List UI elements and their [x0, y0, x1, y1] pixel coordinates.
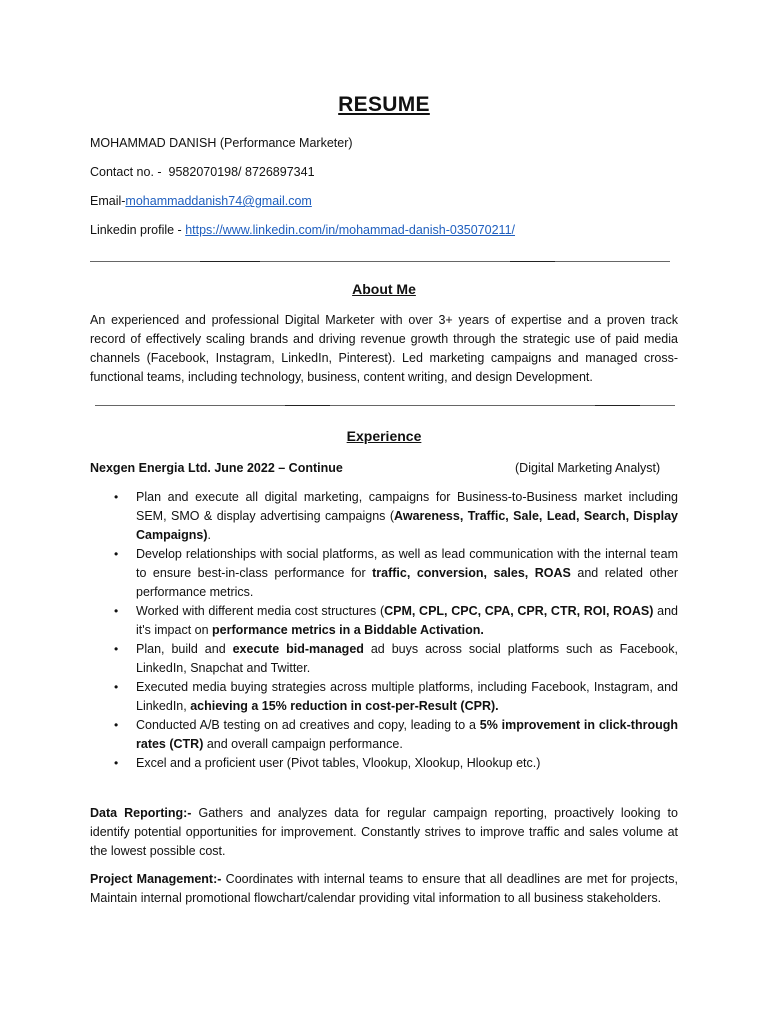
job-header: [90, 459, 678, 477]
bullet-icon: •: [114, 756, 119, 770]
bullet-icon: •: [114, 490, 119, 504]
list-item: [110, 716, 678, 754]
bullet-icon: •: [114, 718, 119, 732]
bullet-bold-text: achieving a 15% reduction in cost-per-Result (CPR).: [190, 699, 499, 713]
data-reporting-label: Data Reporting:-: [90, 806, 192, 820]
data-reporting-text: Gathers and analyzes data for regular campaign reporting, proactively looking to identify potential opportunities for improvement. Constantly strives to improve traffic and sales volume at the lowest possible cost.: [90, 806, 678, 858]
list-item: [110, 602, 678, 640]
linkedin-link[interactable]: https://www.linkedin.com/in/mohammad-danish-035070211/: [185, 223, 516, 237]
bullet-bold-text: 5% improvement in click-through rates (CTR): [136, 718, 678, 751]
project-management-text: Coordinates with internal teams to ensure that all deadlines are met for projects, Maintain internal promotional flowchart/calendar providing vital information to all business stakeholders.: [90, 872, 678, 905]
phone-value: 9582070198/ 8726897341: [168, 165, 315, 179]
bullet-text: Develop relationships with social platforms, as well as lead communication with the internal team to ensure best-in-class performance for: [136, 547, 678, 580]
bullet-text: Worked with different media cost structures (: [136, 604, 385, 618]
list-item: [110, 545, 678, 602]
bullet-icon: •: [114, 642, 119, 656]
divider-accent: [595, 405, 640, 406]
bullet-text: Conducted A/B testing on ad creatives and copy, leading to a: [136, 718, 480, 732]
experience-bullets: [110, 488, 678, 773]
experience-heading: Experience: [346, 428, 422, 444]
linkedin-label: Linkedin profile -: [90, 223, 182, 237]
about-heading: About Me: [352, 281, 416, 297]
email-link[interactable]: mohammaddanish74@gmail.com: [125, 194, 312, 208]
data-reporting-section: [90, 804, 678, 861]
list-item: [110, 640, 678, 678]
divider: [90, 261, 670, 262]
project-management-section: [90, 870, 678, 908]
bullet-text: Plan, build and: [136, 642, 233, 656]
name-line: MOHAMMAD DANISH (Performance Marketer): [90, 136, 353, 150]
bullet-text: Executed media buying strategies across multiple platforms, including Facebook, Instagram, and LinkedIn,: [136, 680, 678, 713]
job-role: (Digital Marketing Analyst): [515, 461, 661, 475]
contact-line: [90, 163, 315, 181]
bullet-bold-text: Awareness, Traffic, Sale, Lead, Search, Display Campaigns): [136, 509, 678, 542]
email-line: [90, 192, 312, 210]
list-item: [110, 488, 678, 545]
phone-label: Contact no. -: [90, 165, 162, 179]
bullet-text: and overall campaign performance.: [203, 737, 403, 751]
bullet-text: ad buys across social platforms such as Facebook, LinkedIn, Snapchat and Twitter.: [136, 642, 678, 675]
bullet-icon: •: [114, 604, 119, 618]
divider-accent: [200, 261, 260, 262]
company-line: Nexgen Energia Ltd. June 2022 – Continue: [90, 461, 343, 475]
bullet-bold-text: CPM, CPL, CPC, CPA, CPR, CTR, ROI, ROAS): [384, 604, 654, 618]
page-title: RESUME: [338, 93, 430, 116]
bullet-icon: •: [114, 547, 119, 561]
bullet-text: Excel and a proficient user (Pivot tables, Vlookup, Xlookup, Hlookup etc.): [136, 756, 541, 770]
divider-accent: [285, 405, 330, 406]
bullet-bold-text: performance metrics in a Biddable Activation.: [212, 623, 484, 637]
list-item: [110, 754, 678, 773]
about-text: An experienced and professional Digital Marketer with over 3+ years of expertise and a proven track record of effectively scaling brands and driving revenue growth through the strategic use of paid media channels (Facebook, Instagram, LinkedIn, Pinterest). Led marketing campaigns and managed cross-functional teams, including technology, business, content writing, and design Development.: [90, 313, 678, 384]
bullet-icon: •: [114, 680, 119, 694]
linkedin-line: [90, 221, 515, 239]
bullet-text: .: [207, 528, 212, 542]
divider: [95, 405, 675, 406]
bullet-text: Plan and execute all digital marketing, campaigns for Business-to-Business market including SEM, SMO & display advertising campaigns (: [136, 490, 678, 523]
list-item: [110, 678, 678, 716]
email-label: Email-: [90, 194, 126, 208]
bullet-text: and related other performance metrics.: [136, 566, 678, 599]
bullet-bold-text: traffic, conversion, sales, ROAS: [372, 566, 571, 580]
bullet-text: and it's impact on: [136, 604, 678, 637]
bullet-bold-text: execute bid-managed: [232, 642, 364, 656]
project-management-label: Project Management:-: [90, 872, 222, 886]
divider-accent: [510, 261, 555, 262]
